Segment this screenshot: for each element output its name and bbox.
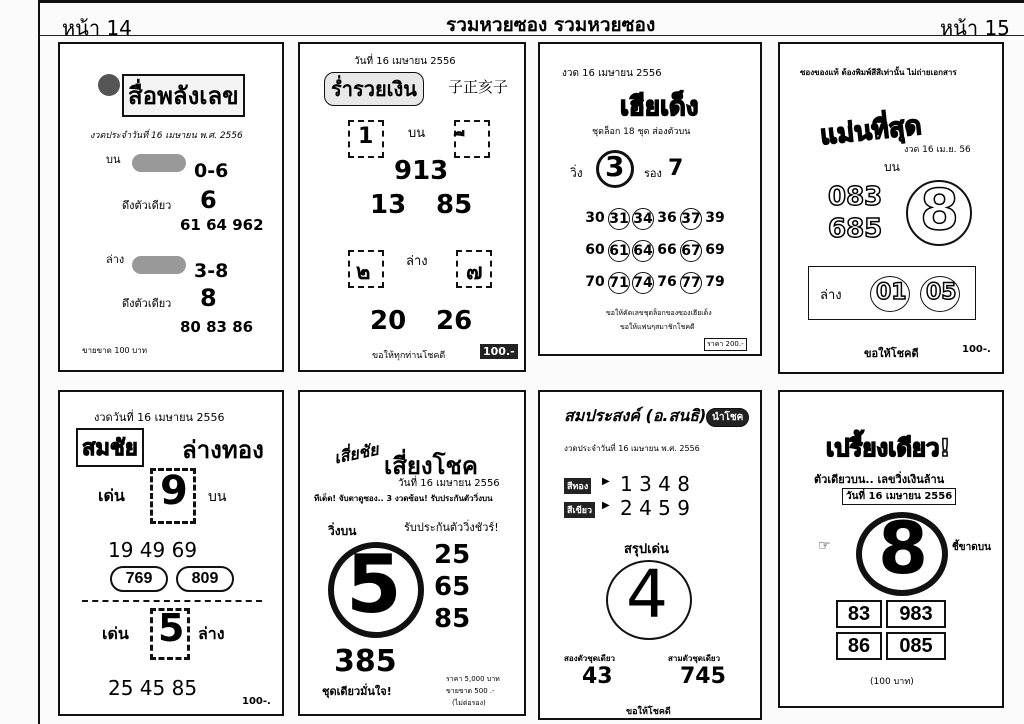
card8-box-1: 83 xyxy=(836,600,882,628)
lottery-card-4 xyxy=(778,42,1004,374)
lottery-card-7 xyxy=(538,390,762,720)
card3-foot-1: ขอให้คัดเลขชุดล็อกของซองเฮียเด็ง xyxy=(606,309,712,317)
page-title: รวมหวยซอง รวมหวยซอง xyxy=(446,14,656,36)
card7-title: สมประสงค์ (อ.สนธิ) xyxy=(564,406,707,425)
lottery-card-8 xyxy=(778,390,1004,708)
card3-grid-number: 70 xyxy=(585,274,605,290)
card4-num-2: 685 xyxy=(828,214,883,244)
card8-sub: ตัวเดียวบน.. เลขวิ่งเงินล้าน xyxy=(814,473,945,486)
card7-date: งวดประจำวันที่ 16 เมษายน พ.ศ. 2556 xyxy=(564,444,700,453)
card1-price: ขายขาด 100 บาท xyxy=(82,346,148,355)
card5-pill-2: 809 xyxy=(176,566,234,592)
card1-bottom-nums: 3-8 xyxy=(194,260,229,282)
card2-right-digit-box xyxy=(454,120,490,158)
card2-bottom-label: ล่าง xyxy=(406,254,428,269)
card3-grid-number: 61 xyxy=(608,240,630,262)
card2-price: 100.- xyxy=(480,344,518,359)
card3-title: เฮียเด็ง xyxy=(620,92,699,122)
card6-run-top: วิ่งบน xyxy=(328,524,357,538)
card5-lead-2: เด่น xyxy=(102,624,129,643)
card8-date: วันที่ 16 เมษายน 2556 xyxy=(842,488,956,505)
card3-grid-number: 74 xyxy=(632,272,654,294)
card3-rong-num: 7 xyxy=(668,156,684,181)
card3-foot-2: ขอให้แฟนๆสมาชิกโชคดี xyxy=(620,323,695,331)
card3-run-num: 3 xyxy=(605,150,625,183)
card2-title: ร่ำรวยเงิน xyxy=(324,72,424,106)
card7-right-num: 745 xyxy=(680,664,726,689)
card5-top-label: บน xyxy=(208,489,227,505)
card4-top-label: บน xyxy=(884,160,900,174)
card6-big-num: 5 xyxy=(346,538,402,631)
cherub-arrow-icon xyxy=(132,154,186,172)
card4-bottom-num-1: 01 xyxy=(876,280,907,305)
card8-price: (100 บาท) xyxy=(870,677,914,687)
card2-three-digit: 913 xyxy=(394,156,449,186)
card3-grid-number: 31 xyxy=(608,208,630,230)
card6-three: 385 xyxy=(334,644,397,679)
card8-big-num: 8 xyxy=(878,506,929,590)
card6-date: วันที่ 16 เมษายน 2556 xyxy=(398,478,500,489)
card5-date: งวดวันที่ 16 เมษายน 2556 xyxy=(94,411,225,424)
card3-grid-number: 36 xyxy=(657,210,677,226)
card1-single-top: 6 xyxy=(200,186,217,214)
card6-promo: ทีเด็ด! จับตาดูซอง.. 3 งวดซ้อน! รับประกันตัววิ่งบน xyxy=(314,494,493,503)
card7-green-label: สีเขียว xyxy=(564,502,595,518)
card8-label: ชี้ขาดบน xyxy=(952,542,991,553)
card1-single-label: ดึงตัวเดียว xyxy=(122,199,172,212)
card8-box-3: 86 xyxy=(836,632,882,660)
card7-left-num: 43 xyxy=(582,664,613,689)
card3-grid-number: 39 xyxy=(705,210,725,226)
card2-num-2: 85 xyxy=(436,190,473,220)
card3-grid-number: 76 xyxy=(657,274,677,290)
lottery-card-2 xyxy=(298,42,526,372)
card2-num-1: 13 xyxy=(370,190,407,220)
card4-wish: ขอให้โชคดี xyxy=(864,347,919,360)
card3-date: งวด 16 เมษายน 2556 xyxy=(562,68,662,79)
card5-bottom-big: 5 xyxy=(158,606,185,650)
card1-date: งวดประจำวันที่ 16 เมษายน พ.ศ. 2556 xyxy=(90,131,243,141)
card7-big-num: 4 xyxy=(626,556,668,633)
card6-title-small: เสี่ยชัย xyxy=(332,439,381,468)
card2-num-4: 26 xyxy=(436,306,473,336)
card2-num-3: 20 xyxy=(370,306,407,336)
lottery-card-3 xyxy=(538,42,762,356)
card7-wish: ขอให้โชคดี xyxy=(626,707,671,717)
card7-gold-nums: 1 3 4 8 xyxy=(620,472,690,496)
card1-single-label-2: ดึงตัวเดียว xyxy=(122,297,172,310)
card1-top-nums: 0-6 xyxy=(194,160,229,182)
card4-big-num: 8 xyxy=(920,178,959,243)
card1-title: สื่อพลังเลข xyxy=(122,74,245,117)
card6-num-3: 85 xyxy=(434,604,471,634)
card4-date: งวด 16 เม.ย. 56 xyxy=(904,145,971,155)
card3-grid-number: 69 xyxy=(705,242,725,258)
card7-gold-arrow: ▶ xyxy=(602,476,610,487)
card6-price-1: ราคา 5,000 บาท xyxy=(446,675,500,683)
card5-nums: 19 49 69 xyxy=(108,538,198,562)
card4-bottom-label: ล่าง xyxy=(820,288,842,303)
card1-two-bottom: 80 83 86 xyxy=(180,318,254,336)
card1-top-label: บน xyxy=(106,153,121,166)
card7-left-label: สองตัวชุดเดียว xyxy=(564,654,616,663)
card2-right-digit-2: ๗ xyxy=(466,260,483,285)
card1-two-top: 61 64 962 xyxy=(180,216,264,234)
card5-pill-1: 769 xyxy=(110,566,168,592)
card3-grid-number: 77 xyxy=(680,272,702,294)
card6-num-1: 25 xyxy=(434,540,471,570)
left-margin-rule xyxy=(38,0,40,724)
card6-tag: ชุดเดียวมั่นใจ! xyxy=(322,685,392,698)
card2-wish: ขอให้ทุกท่านโชคดี xyxy=(372,351,446,361)
card3-grid-number: 60 xyxy=(585,242,605,258)
card5-divider xyxy=(82,600,262,602)
card6-note: (ไม่ต่อรอง) xyxy=(452,699,486,707)
card6-price-2: ขายขาด 500 .- xyxy=(446,687,495,695)
card7-green-arrow: ▶ xyxy=(602,500,610,511)
cherub-icon xyxy=(98,74,120,96)
card2-chinese: 子正亥子 xyxy=(448,78,509,96)
page-number-right: หน้า 15 xyxy=(940,16,1010,40)
card1-single-bottom: 8 xyxy=(200,284,217,312)
card8-box-2: 983 xyxy=(886,600,946,628)
card3-grid-number: 64 xyxy=(632,240,654,262)
card2-left-digit-2: ๒ xyxy=(356,260,371,285)
card4-head: ซองของแท้ ต้องพิมพ์สีสีเท่านั้น ไม่ถ่ายเอกสาร xyxy=(800,68,957,77)
lottery-card-6 xyxy=(298,390,526,716)
card6-title: เสี่ยงโชค xyxy=(384,452,478,480)
card4-price: 100-. xyxy=(962,344,991,355)
lottery-card-5 xyxy=(58,390,284,716)
card5-bottom-label: ล่าง xyxy=(198,624,225,643)
card6-guarantee: รับประกันตัววิ่งชัวร์! xyxy=(404,521,499,534)
card2-left-digit: 1 xyxy=(358,124,374,149)
cherub-arrow-icon-2 xyxy=(132,256,186,274)
card5-lead: เด่น xyxy=(98,486,125,505)
card1-bottom-label: ล่าง xyxy=(106,253,125,266)
card3-sub: ชุดล็อก 18 ชุด ส่องตัวบน xyxy=(592,127,691,137)
card2-date: วันที่ 16 เมษายน 2556 xyxy=(354,56,456,67)
card5-title-2: ล่างทอง xyxy=(182,436,264,464)
card5-price: 100-. xyxy=(242,696,271,707)
card6-num-2: 65 xyxy=(434,572,471,602)
card3-grid-number: 34 xyxy=(632,208,654,230)
card3-grid-number: 37 xyxy=(680,208,702,230)
card5-title-1: สมชัย xyxy=(76,428,144,467)
card7-summary: สรุปเด่น xyxy=(624,542,669,557)
card3-rong-label: รอง xyxy=(644,167,662,180)
card7-green-nums: 2 4 5 9 xyxy=(620,496,690,520)
page-number-left: หน้า 14 xyxy=(62,16,132,40)
lottery-card-1 xyxy=(58,42,284,372)
card7-gold-label: สีทอง xyxy=(564,478,591,494)
card3-run-label: วิ่ง xyxy=(570,166,583,180)
card5-nums-2: 25 45 85 xyxy=(108,676,198,700)
pointing-hand-icon: ☞ xyxy=(818,538,831,554)
card3-price: ราคา 200.- xyxy=(704,338,747,351)
card3-grid-number: 30 xyxy=(585,210,605,226)
card7-right-label: สามตัวชุดเดียว xyxy=(668,654,721,663)
card4-title: แม่นที่สุด xyxy=(818,110,923,152)
card3-grid-number: 66 xyxy=(657,242,677,258)
card4-num-1: 083 xyxy=(828,182,883,212)
card8-title: เปรี้ยงเดียว! xyxy=(826,434,951,462)
card5-top-big: 9 xyxy=(160,468,188,514)
card4-bottom-num-2: 05 xyxy=(926,280,957,305)
card3-grid-number: 79 xyxy=(705,274,725,290)
card8-box-4: 085 xyxy=(886,632,946,660)
card7-badge: นำโชค xyxy=(706,408,749,427)
card3-grid-number: 71 xyxy=(608,272,630,294)
card3-grid-number: 67 xyxy=(680,240,702,262)
card2-top-label: บน xyxy=(408,126,426,141)
